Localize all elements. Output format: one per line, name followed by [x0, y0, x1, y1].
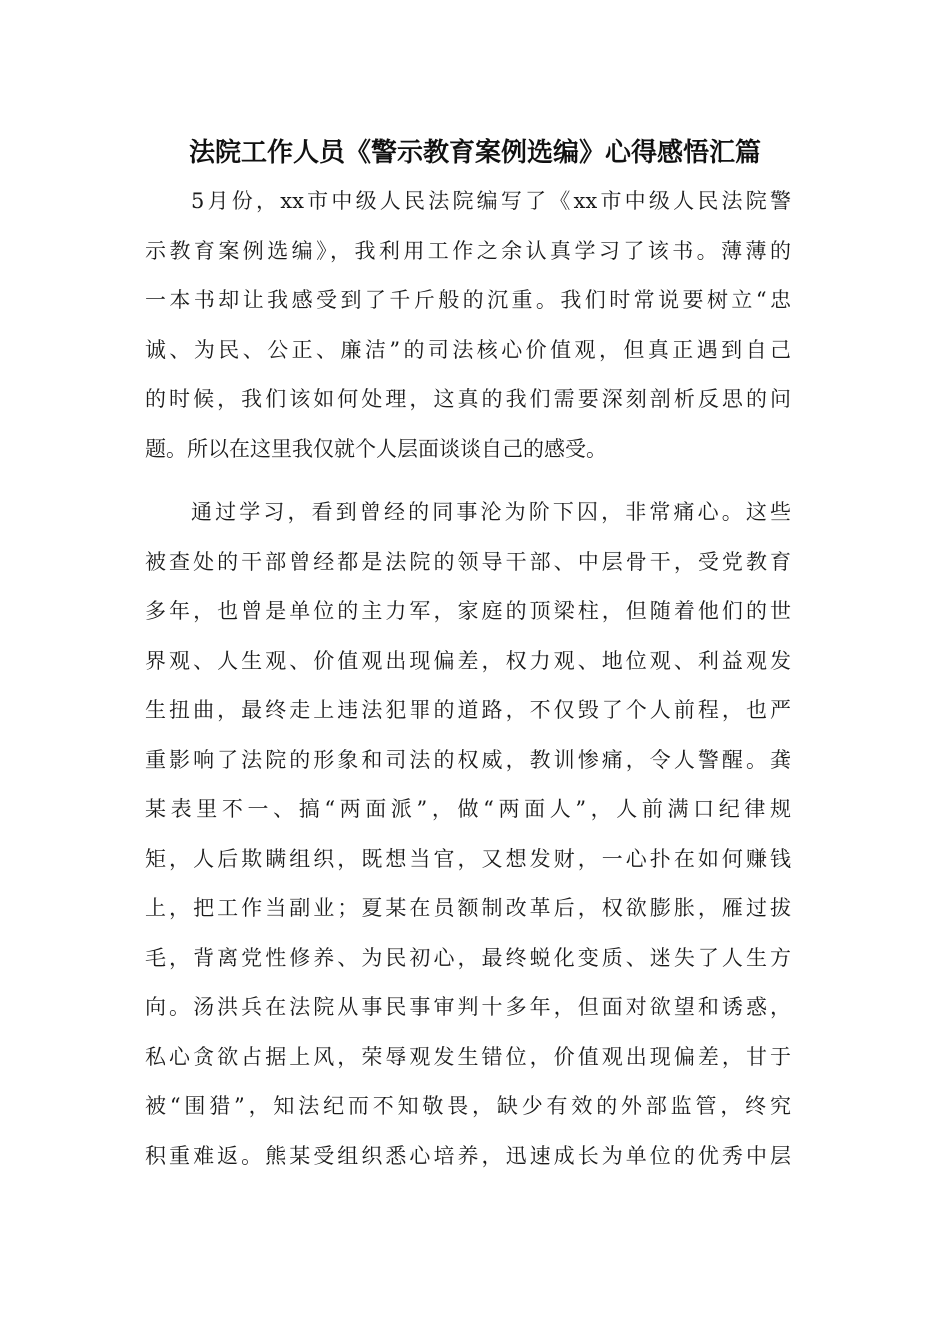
- paragraph-line: 示教育案例选编》，我利用工作之余认真学习了该书。薄薄的: [145, 238, 791, 263]
- paragraph-line: 向。汤洪兵在法院从事民事审判十多年，但面对欲望和诱惑，: [145, 995, 791, 1019]
- paragraph-line: 矩，人后欺瞒组织，既想当官，又想发财，一心扑在如何赚钱: [145, 846, 791, 871]
- document-title: 法院工作人员《警示教育案例选编》心得感悟汇篇: [188, 138, 761, 168]
- paragraph-line: 多年，也曾是单位的主力军，家庭的顶梁柱，但随着他们的世: [145, 599, 791, 623]
- paragraph-line: 的时候，我们该如何处理，这真的我们需要深刻剖析反思的问: [145, 387, 791, 411]
- paragraph-line: 通过学习，看到曾经的同事沦为阶下囚，非常痛心。这些: [191, 500, 791, 524]
- paragraph-1: [145, 177, 791, 474]
- paragraph-line: 被“围猎”，知法纪而不知敬畏，缺少有效的外部监管，终究: [145, 1094, 791, 1118]
- paragraph-line: 积重难返。熊某受组织悉心培养，迅速成长为单位的优秀中层: [145, 1143, 791, 1168]
- paragraph-line: 题。所以在这里我仅就个人层面谈谈自己的感受。: [145, 436, 607, 461]
- paragraph-line: 某表里不一、搞“两面派”，做“两面人”，人前满口纪律规: [145, 797, 791, 821]
- paragraph-line: 生扭曲，最终走上违法犯罪的道路，不仅毁了个人前程，也严: [145, 698, 791, 722]
- paragraph-line: 私心贪欲占据上风，荣辱观发生错位，价值观出现偏差，甘于: [145, 1044, 791, 1069]
- paragraph-line: 上，把工作当副业；夏某在员额制改革后，权欲膨胀，雁过拔: [145, 896, 791, 920]
- paragraph-line: 一本书却让我感受到了千斤般的沉重。我们时常说要树立“忠: [145, 288, 791, 312]
- paragraph-line: 界观、人生观、价值观出现偏差，权力观、地位观、利益观发: [145, 648, 791, 673]
- paragraph-line: 诚、为民、公正、廉洁”的司法核心价值观，但真正遇到自己: [145, 337, 791, 362]
- paragraph-line: 毛，背离党性修养、为民初心，最终蜕化变质、迷失了人生方: [145, 945, 791, 970]
- paragraph-line: 重影响了法院的形象和司法的权威，教训惨痛，令人警醒。龚: [145, 747, 791, 772]
- paragraph-line: 被查处的干部曾经都是法院的领导干部、中层骨干，受党教育: [145, 549, 791, 574]
- paragraph-line: 5月份，xx市中级人民法院编写了《xx市中级人民法院警: [191, 189, 791, 213]
- paragraph-2: [145, 488, 791, 1181]
